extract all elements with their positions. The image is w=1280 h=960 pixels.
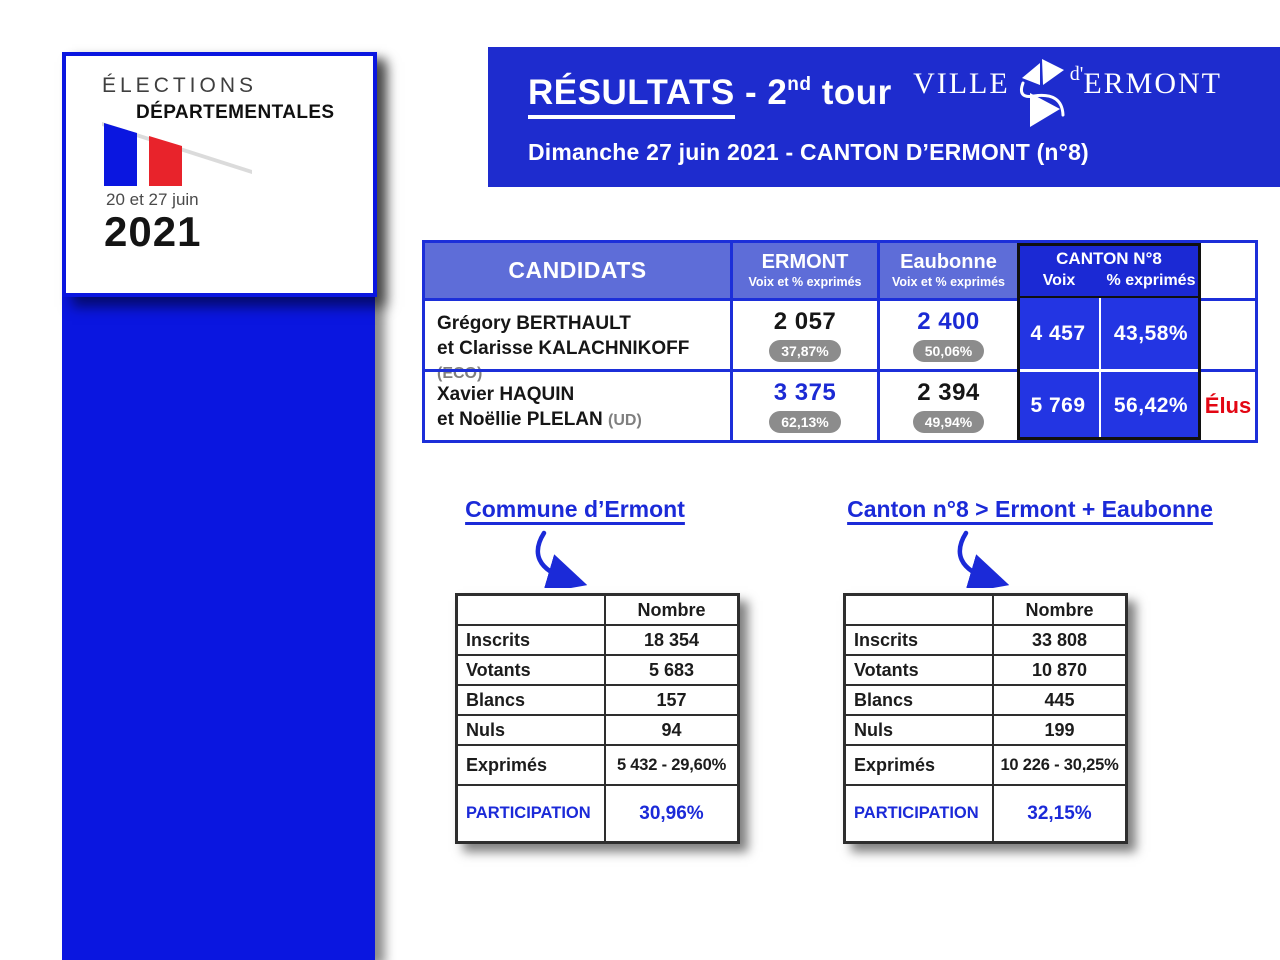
col-header-ermont-sub: Voix et % exprimés (748, 275, 862, 289)
stats-commune-blancs-value: 157 (606, 684, 737, 714)
stats-canton-votants-value: 10 870 (994, 654, 1125, 684)
candidate-row-2-party: (UD) (608, 411, 642, 429)
stats-canton-participation-value: 32,15% (994, 784, 1125, 841)
stats-commune-votants-value: 5 683 (606, 654, 737, 684)
ermont-bird-icon (1016, 57, 1068, 137)
stats-commune-votants-label: Votants (458, 654, 606, 684)
row-1-eaubonne-cell (880, 298, 1017, 369)
stats-canton-header-nombre: Nombre (1025, 599, 1094, 620)
col-header-eaubonne-sub: Voix et % exprimés (891, 275, 1005, 289)
col-header-canton (1017, 243, 1201, 298)
row-2-canton-pct: 56,42% (1101, 369, 1201, 440)
logo-ville-text: VILLE (913, 67, 1010, 100)
row-1-canton-pct: 43,58% (1101, 298, 1201, 369)
row-2-eaubonne-cell (880, 369, 1017, 440)
stats-canton-participation-label: PARTICIPATION (846, 784, 994, 841)
row-2-ermont-cell (733, 369, 880, 440)
elections-badge (62, 52, 377, 297)
french-flag-icon (102, 114, 252, 188)
stats-commune-exprimes-value: 5 432 - 29,60% (606, 744, 737, 784)
row-1-status (1201, 298, 1255, 369)
row-2-eaubonne-votes: 2 394 (917, 379, 980, 406)
col-header-spacer (1201, 243, 1255, 298)
arrow-commune-icon (528, 530, 592, 588)
stats-canton-nuls-value: 199 (994, 714, 1125, 744)
col-header-candidats: CANDIDATS (425, 243, 733, 298)
row-2-ermont-votes: 3 375 (773, 379, 837, 406)
col-header-ermont (733, 243, 880, 298)
stats-canton-blancs-label: Blancs (846, 684, 994, 714)
candidate-row-2-name2: et Noëllie PLELAN (UD) (437, 408, 642, 430)
stats-canton-exprimes-value: 10 226 - 30,25% (994, 744, 1125, 784)
logo-d-text: d' (1069, 63, 1084, 85)
stats-commune-participation-label: PARTICIPATION (458, 784, 606, 841)
row-1-eaubonne-votes: 2 400 (917, 308, 980, 335)
badge-year: 2021 (104, 208, 202, 255)
row-1-ermont-votes: 2 057 (773, 308, 837, 335)
candidates-results-table (422, 240, 1258, 443)
stats-table-commune (455, 593, 740, 844)
col-header-canton-voix: Voix (1042, 272, 1076, 289)
col-header-canton-subrow (1017, 272, 1201, 290)
header-banner (488, 47, 1280, 187)
col-header-canton-pct: % exprimés (1106, 272, 1196, 289)
row-1-canton-votes: 4 457 (1017, 298, 1101, 369)
stats-commune-inscrits-value: 18 354 (606, 624, 737, 654)
candidate-row-1-name2: et Clarisse KALACHNIKOFF (ECO) (437, 337, 690, 383)
banner-subtitle: Dimanche 27 juin 2021 - CANTON D’ERMONT (n°8) (528, 139, 1089, 165)
stats-commune-participation-value: 30,96% (606, 784, 737, 841)
stats-commune-nuls-label: Nuls (458, 714, 606, 744)
banner-title-tail: tour (811, 73, 892, 112)
row-2-status: Élus (1201, 369, 1255, 440)
badge-departementales-label: DÉPARTEMENTALES (136, 102, 335, 123)
stats-canton-inscrits-label: Inscrits (846, 624, 994, 654)
stats-commune-header-nombre: Nombre (637, 599, 706, 620)
section-title-commune: Commune d’Ermont (465, 496, 685, 522)
section-title-canton: Canton n°8 > Ermont + Eaubonne (847, 496, 1213, 522)
stats-commune-nuls-value: 94 (606, 714, 737, 744)
logo-ermont-text: ERMONT (1083, 67, 1222, 100)
stats-table-canton (843, 593, 1128, 844)
stats-canton-blancs-value: 445 (994, 684, 1125, 714)
candidate-row-1-names (425, 298, 733, 383)
stats-canton-header-empty (846, 596, 994, 624)
stats-canton-exprimes-label: Exprimés (846, 744, 994, 784)
stats-canton-votants-label: Votants (846, 654, 994, 684)
row-2-ermont-pct-pill: 62,13% (769, 411, 840, 433)
row-1-ermont-pct-pill: 37,87% (769, 340, 840, 362)
col-header-ermont-title: ERMONT (761, 251, 849, 273)
candidate-row-1-party: (ECO) (437, 365, 483, 383)
stats-commune-blancs-label: Blancs (458, 684, 606, 714)
badge-dates: 20 et 27 juin (106, 190, 199, 209)
banner-title (528, 73, 892, 113)
stats-commune-exprimes-label: Exprimés (458, 744, 606, 784)
stats-commune-inscrits-label: Inscrits (458, 624, 606, 654)
row-2-canton-votes: 5 769 (1017, 369, 1101, 440)
stats-canton-nuls-label: Nuls (846, 714, 994, 744)
candidate-row-1-name1: Grégory BERTHAULT (437, 313, 631, 334)
ville-ermont-logo (913, 55, 1222, 137)
col-header-eaubonne (880, 243, 1017, 298)
col-header-eaubonne-title: Eaubonne (900, 251, 997, 273)
row-1-ermont-cell (733, 298, 880, 369)
arrow-canton-icon (950, 530, 1014, 588)
stats-commune-header-empty (458, 596, 606, 624)
banner-title-results: RÉSULTATS (528, 73, 735, 119)
col-header-canton-title: CANTON N°8 (1056, 249, 1162, 268)
candidate-row-2-name1: Xavier HAQUIN (437, 384, 575, 405)
row-1-eaubonne-pct-pill: 50,06% (913, 340, 984, 362)
banner-title-sup: nd (787, 74, 812, 95)
banner-title-mid: - 2 (734, 73, 788, 112)
stats-canton-inscrits-value: 33 808 (994, 624, 1125, 654)
candidate-row-2-names (425, 369, 733, 440)
row-2-eaubonne-pct-pill: 49,94% (913, 411, 984, 433)
badge-elections-label: ÉLECTIONS (102, 74, 258, 97)
